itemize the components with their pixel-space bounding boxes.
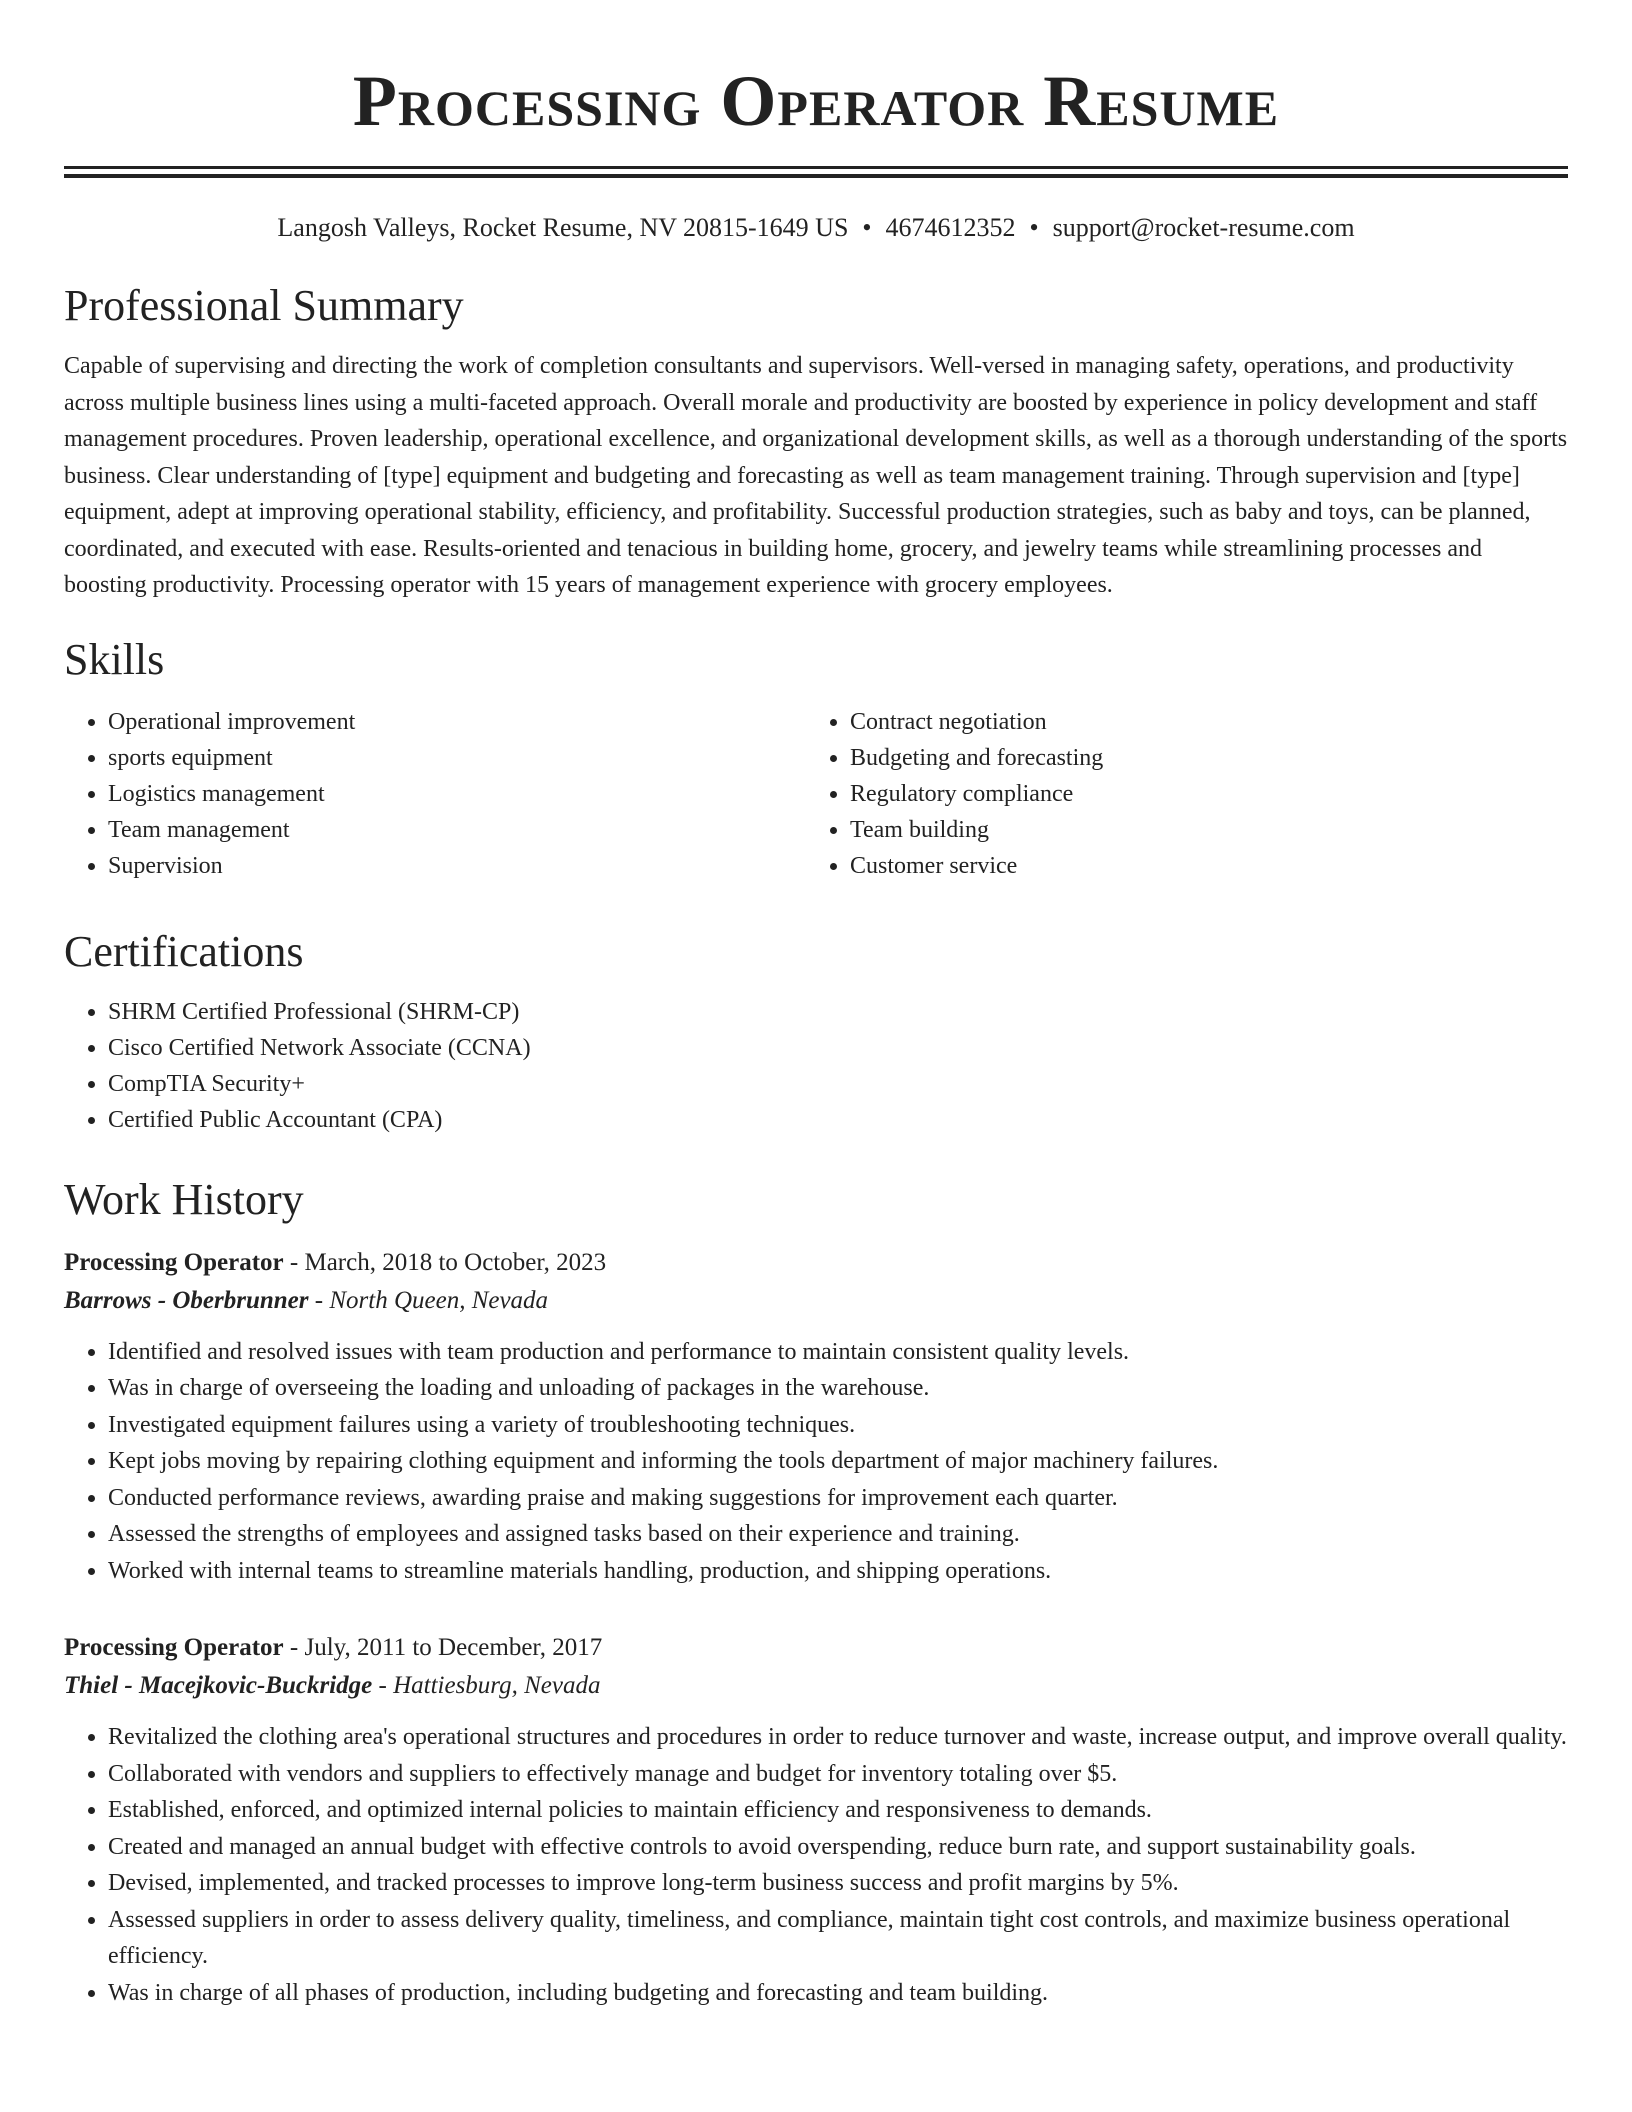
job-bullet: • Established, enforced, and optimized internal policies to maintain efficiency and responsiveness to demands. [108, 1792, 1568, 1829]
job-bullet: • Worked with internal teams to streamline materials handling, production, and shipping operations. [108, 1553, 1568, 1590]
skills-right-list [806, 704, 1548, 884]
skill-item: • Contract negotiation [850, 704, 1548, 740]
job-dash: - [372, 1672, 394, 1699]
job-bullet: • Assessed the strengths of employees and assigned tasks based on their experience and training. [108, 1516, 1568, 1553]
job-bullet: • Collaborated with vendors and suppliers to effectively manage and budget for inventory totaling over $5. [108, 1756, 1568, 1793]
work-history-heading: Work History [64, 1174, 304, 1224]
job-bullet: • Was in charge of all phases of production, including budgeting and forecasting and team building. [108, 1975, 1568, 2012]
job-company: Barrows - Oberbrunner [64, 1286, 309, 1314]
title-divider-top [64, 166, 1568, 169]
skills-columns [64, 704, 1568, 884]
job-title: Processing Operator [64, 1634, 284, 1661]
contact-line [64, 212, 1568, 244]
skills-heading: Skills [64, 634, 165, 684]
job-title: Processing Operator [64, 1248, 284, 1276]
skill-item: • Customer service [850, 848, 1548, 884]
job-bullet: • Revitalized the clothing area's operational structures and procedures in order to reduce turnover and waste, increase output, and improve overall quality. [108, 1719, 1568, 1756]
job-bullets [64, 1719, 1568, 2011]
skill-item: • Budgeting and forecasting [850, 740, 1548, 776]
job-bullet: • Created and managed an annual budget with effective controls to avoid overspending, reduce burn rate, and support sustainability goals. [108, 1829, 1568, 1866]
job-company-line [64, 1282, 1568, 1320]
job-bullet: • Was in charge of overseeing the loading and unloading of packages in the warehouse. [108, 1370, 1568, 1407]
skill-item: • Team building [850, 812, 1548, 848]
job-location: North Queen, Nevada [329, 1286, 549, 1314]
skill-item: • Operational improvement [108, 704, 806, 740]
contact-separator: • [862, 213, 872, 242]
contact-phone: 4674612352 [885, 213, 1016, 242]
job-bullet: • Kept jobs moving by repairing clothing equipment and informing the tools department of major machinery failures. [108, 1443, 1568, 1480]
job-entry [64, 1244, 1568, 1590]
job-bullet: • Investigated equipment failures using a variety of troubleshooting techniques. [108, 1407, 1568, 1444]
job-title-line [64, 1629, 1568, 1667]
job-company: Thiel - Macejkovic-Buckridge [64, 1672, 373, 1699]
job-dates: March, 2018 to October, 2023 [304, 1248, 607, 1276]
contact-email: support@rocket-resume.com [1052, 213, 1355, 242]
contact-address: Langosh Valleys, Rocket Resume, NV 20815-1649 US [277, 213, 849, 242]
summary-heading: Professional Summary [64, 281, 464, 330]
resume-title: Processing Operator Resume [352, 61, 1280, 141]
job-bullet: • Devised, implemented, and tracked processes to improve long-term business success and profit margins by 5%. [108, 1865, 1568, 1902]
summary-text: Capable of supervising and directing the work of completion consultants and supervisors. Well-versed in managing safety, operations, and productivity across multiple business lines using a multi-faceted approach. Overall morale and productivity are boosted by experience in policy development and staff management procedures. Proven leadership, operational excellence, and organizational development skills, as well as a thorough understanding of the sports business. Clear understanding of [type] equipment and budgeting and forecasting as well as team management training. Through supervision and [type] equipment, adept at improving operational stability, efficiency, and profitability. Successful production strategies, such as baby and toys, can be planned, coordinated, and executed with ease. Results-oriented and tenacious in building home, grocery, and jewelry teams while streamlining processes and boosting productivity. Processing operator with 15 years of management experience with grocery employees. [64, 353, 1568, 598]
job-location: Hattiesburg, Nevada [393, 1672, 601, 1699]
title-divider-bottom [64, 174, 1568, 178]
certification-item: • CompTIA Security+ [108, 1066, 1568, 1102]
job-dash: - [283, 1634, 305, 1661]
contact-separator: • [1029, 213, 1039, 242]
skill-item: • Supervision [108, 848, 806, 884]
job-company-line [64, 1667, 1568, 1705]
job-entry [64, 1629, 1568, 2011]
certification-item: • Cisco Certified Network Associate (CCNA) [108, 1030, 1568, 1066]
job-title-line [64, 1244, 1568, 1282]
skill-item: • Team management [108, 812, 806, 848]
skill-item: • Logistics management [108, 776, 806, 812]
job-dash: - [308, 1286, 330, 1314]
certifications-list [64, 994, 1568, 1138]
job-bullet: • Assessed suppliers in order to assess delivery quality, timeliness, and compliance, maintain tight cost controls, and maximize business operational efficiency. [108, 1902, 1568, 1975]
job-dates: July, 2011 to December, 2017 [304, 1634, 603, 1661]
skills-left-list [64, 704, 806, 884]
skill-item: • sports equipment [108, 740, 806, 776]
certification-item: • SHRM Certified Professional (SHRM-CP) [108, 994, 1568, 1030]
skill-item: • Regulatory compliance [850, 776, 1548, 812]
job-bullet: • Identified and resolved issues with team production and performance to maintain consistent quality levels. [108, 1334, 1568, 1371]
certification-item: • Certified Public Accountant (CPA) [108, 1102, 1568, 1138]
job-bullet: • Conducted performance reviews, awarding praise and making suggestions for improvement each quarter. [108, 1480, 1568, 1517]
job-dash: - [283, 1248, 305, 1276]
job-bullets [64, 1334, 1568, 1590]
certifications-heading: Certifications [64, 926, 304, 976]
